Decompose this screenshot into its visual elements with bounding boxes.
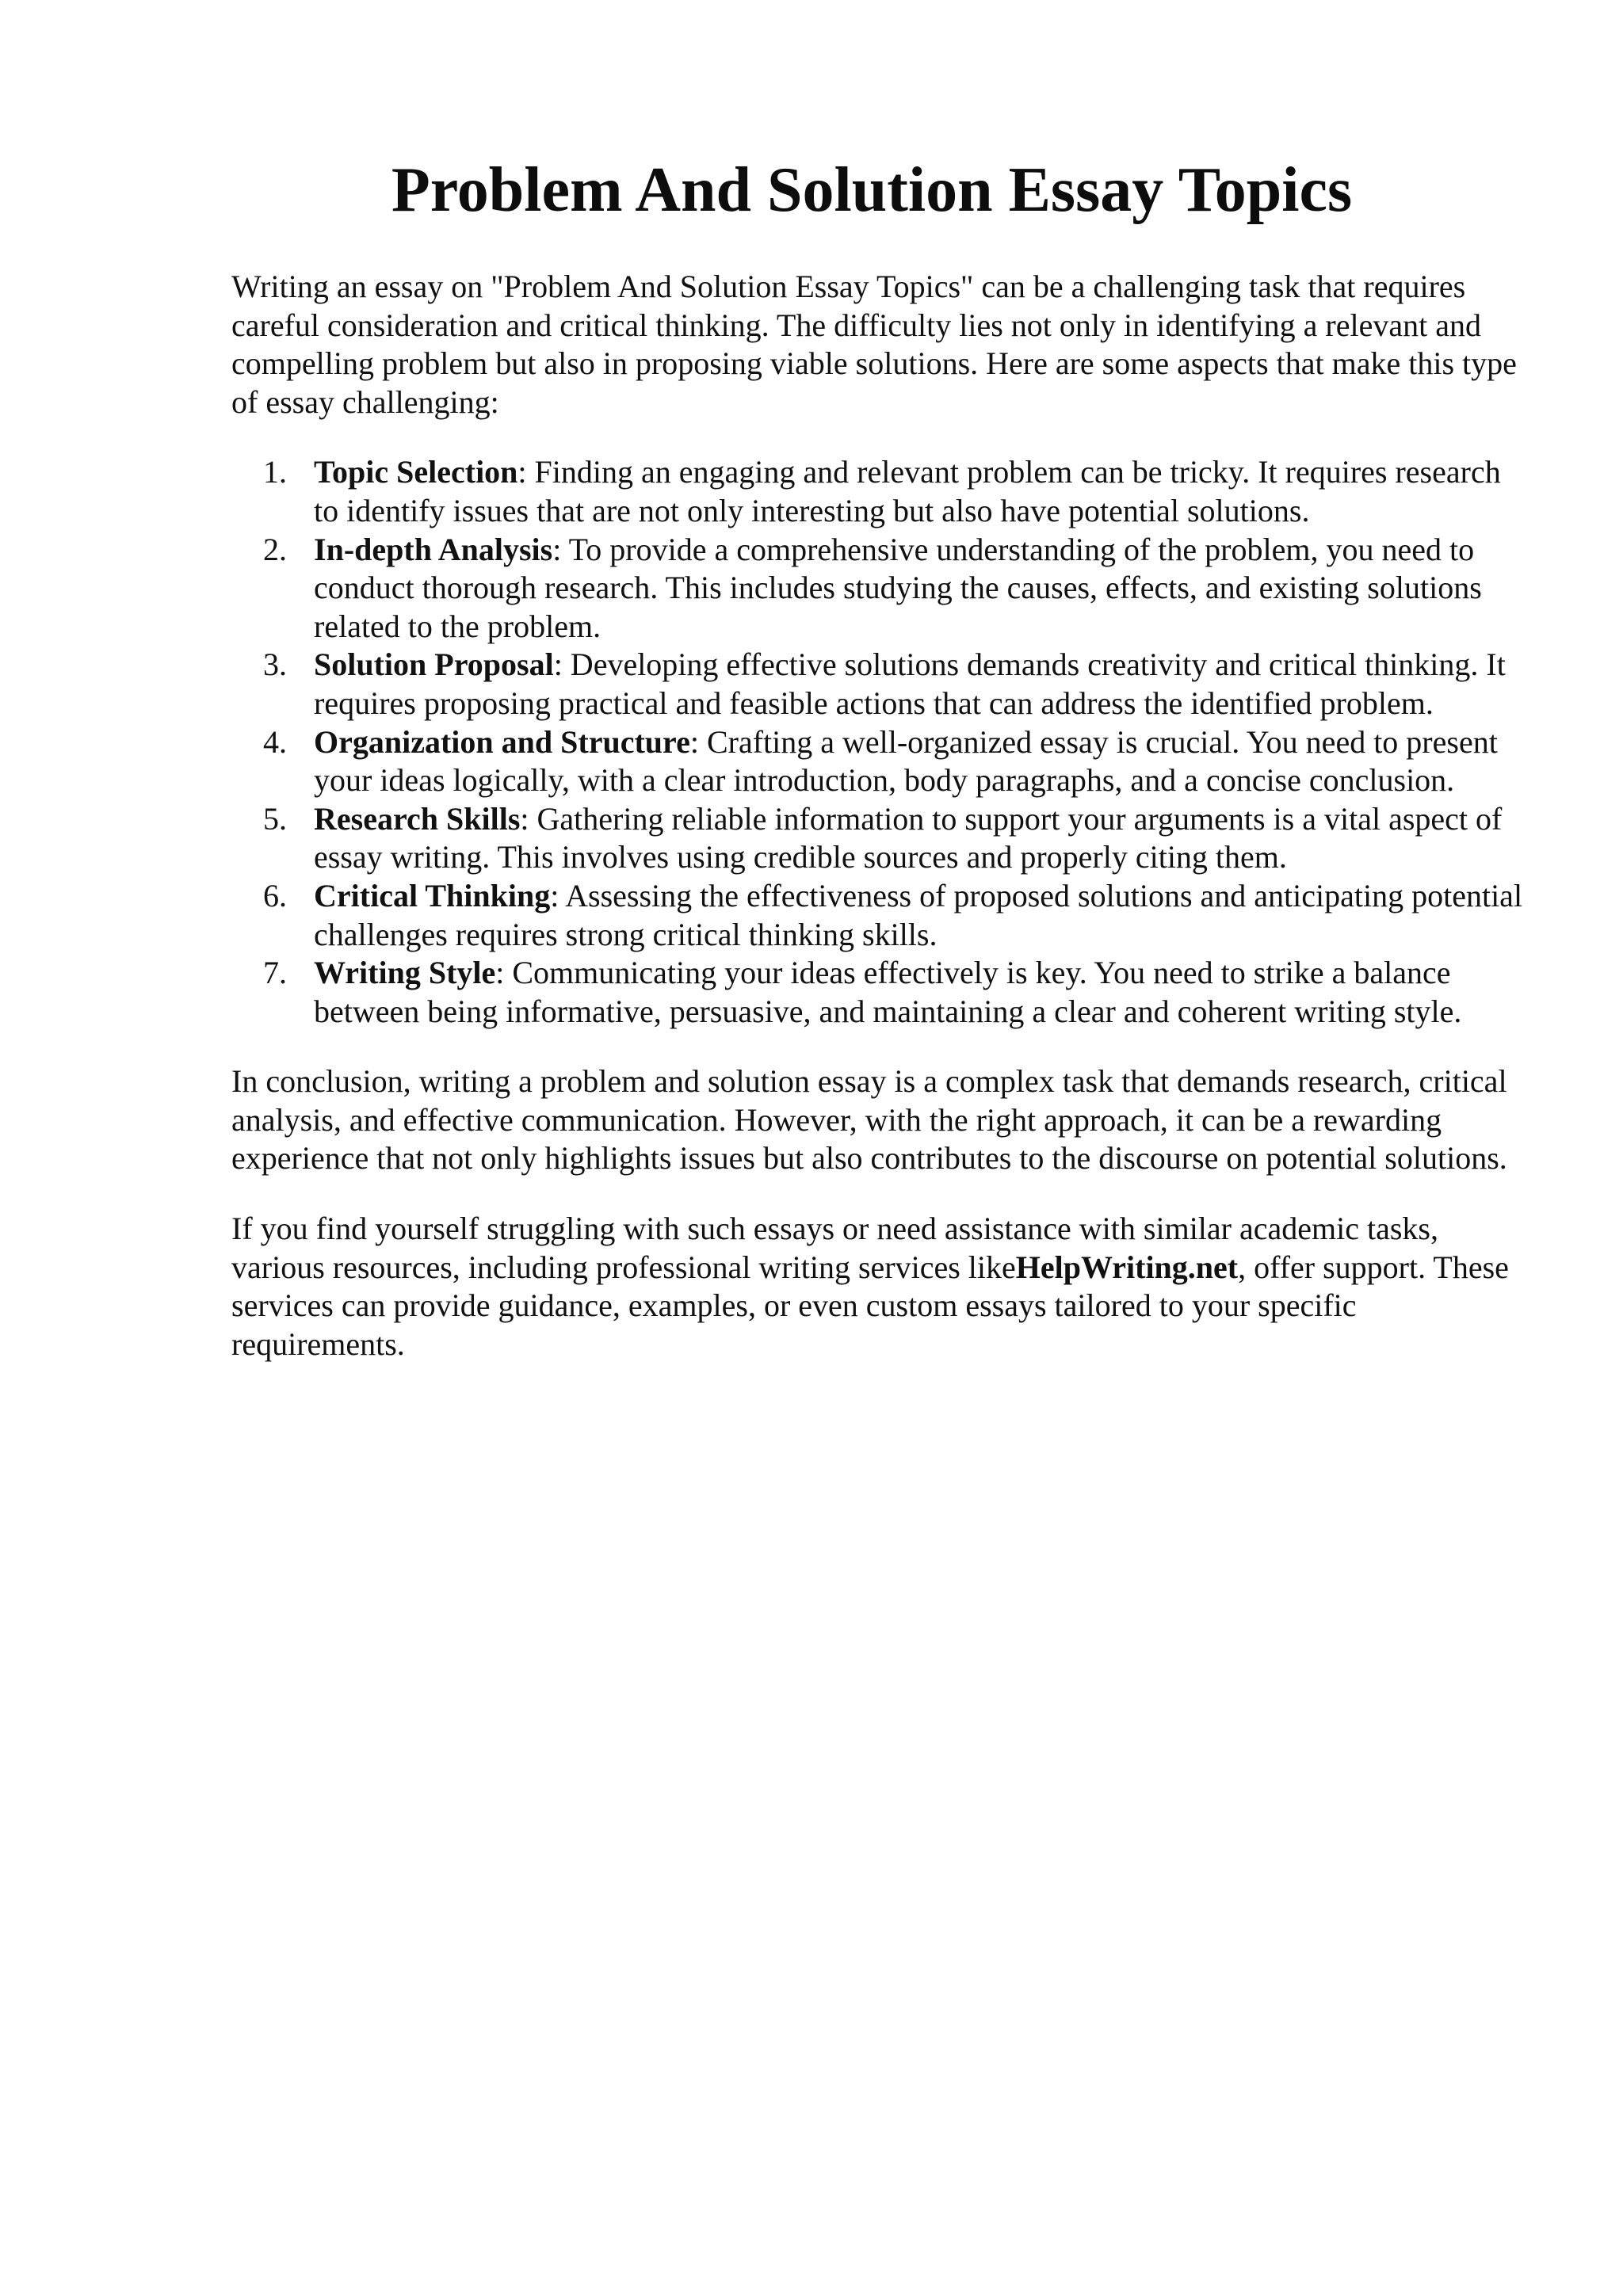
- list-item: [231, 954, 1531, 1031]
- list-item-number: 2.: [263, 531, 287, 567]
- list-item: [231, 800, 1531, 877]
- list-item-text: : Crafting a well-organized essay is crucial. You need to present your ideas logically, with a clear introduction, body paragraphs, and a concise conclusion.: [314, 723, 1498, 799]
- list-item-number: 5.: [263, 800, 287, 837]
- conclusion-paragraph: In conclusion, writing a problem and solution essay is a complex task that demands research, critical analysis, and effective communication. However, with the right approach, it can be a rewarding experience that not only highlights issues but also contributes to the discourse on potential solutions.: [231, 1063, 1507, 1177]
- list-item-number: 3.: [263, 646, 287, 683]
- list-item: [231, 877, 1531, 954]
- list-item-term: Topic Selection: [314, 454, 518, 490]
- list-item-number: 6.: [263, 877, 287, 913]
- intro-paragraph: Writing an essay on "Problem And Solution Essay Topics" can be a challenging task that requires careful consideration and critical thinking. The difficulty lies not only in identifying a relevant and compelling problem but also in proposing viable solutions. Here are some aspects that make this type of essay challenging:: [231, 269, 1517, 420]
- list-item: [231, 531, 1531, 646]
- list-item-term: Writing Style: [314, 955, 496, 991]
- list-item-number: 4.: [263, 723, 287, 760]
- document-body: [231, 268, 1531, 1363]
- closing-text-before: If you find yourself struggling with such essays or need assistance with similar academic tasks, various resources, including professional writing services like: [231, 1211, 1438, 1285]
- list-item-term: Research Skills: [314, 800, 521, 837]
- list-item-term: Critical Thinking: [314, 877, 551, 913]
- brand-name: HelpWriting.net: [1015, 1249, 1239, 1285]
- list-item-text: : Gathering reliable information to support your arguments is a vital aspect of essay writing. This involves using credible sources and properly citing them.: [314, 800, 1503, 875]
- list-item-term: Organization and Structure: [314, 723, 690, 760]
- closing-paragraph: [231, 1210, 1531, 1363]
- list-item-term: In-depth Analysis: [314, 531, 553, 567]
- list-item-text: : Communicating your ideas effectively is key. You need to strike a balance between being informative, persuasive, and maintaining a clear and coherent writing style.: [314, 955, 1462, 1029]
- list-item-text: : Finding an engaging and relevant problem can be tricky. It requires research to identify issues that are not only interesting but also have potential solutions.: [314, 454, 1501, 528]
- list-item: [231, 453, 1531, 530]
- list-item-number: 1.: [263, 454, 287, 490]
- list-item-text: : To provide a comprehensive understanding of the problem, you need to conduct thorough research. This includes studying the causes, effects, and existing solutions related to the problem.: [314, 531, 1482, 644]
- aspects-list: [231, 453, 1531, 1031]
- page-title: Problem And Solution Essay Topics: [391, 155, 1353, 225]
- closing-text-after: , offer support. These services can provide guidance, examples, or even custom essays tailored to your specific requirements.: [231, 1249, 1509, 1362]
- list-item: [231, 646, 1531, 723]
- list-item: [231, 723, 1531, 800]
- list-item-term: Solution Proposal: [314, 646, 554, 683]
- list-item-text: : Assessing the effectiveness of proposed solutions and anticipating potential challenges requires strong critical thinking skills.: [314, 877, 1523, 952]
- list-item-number: 7.: [263, 955, 287, 991]
- list-item-text: : Developing effective solutions demands creativity and critical thinking. It requires proposing practical and feasible actions that can address the identified problem.: [314, 646, 1506, 721]
